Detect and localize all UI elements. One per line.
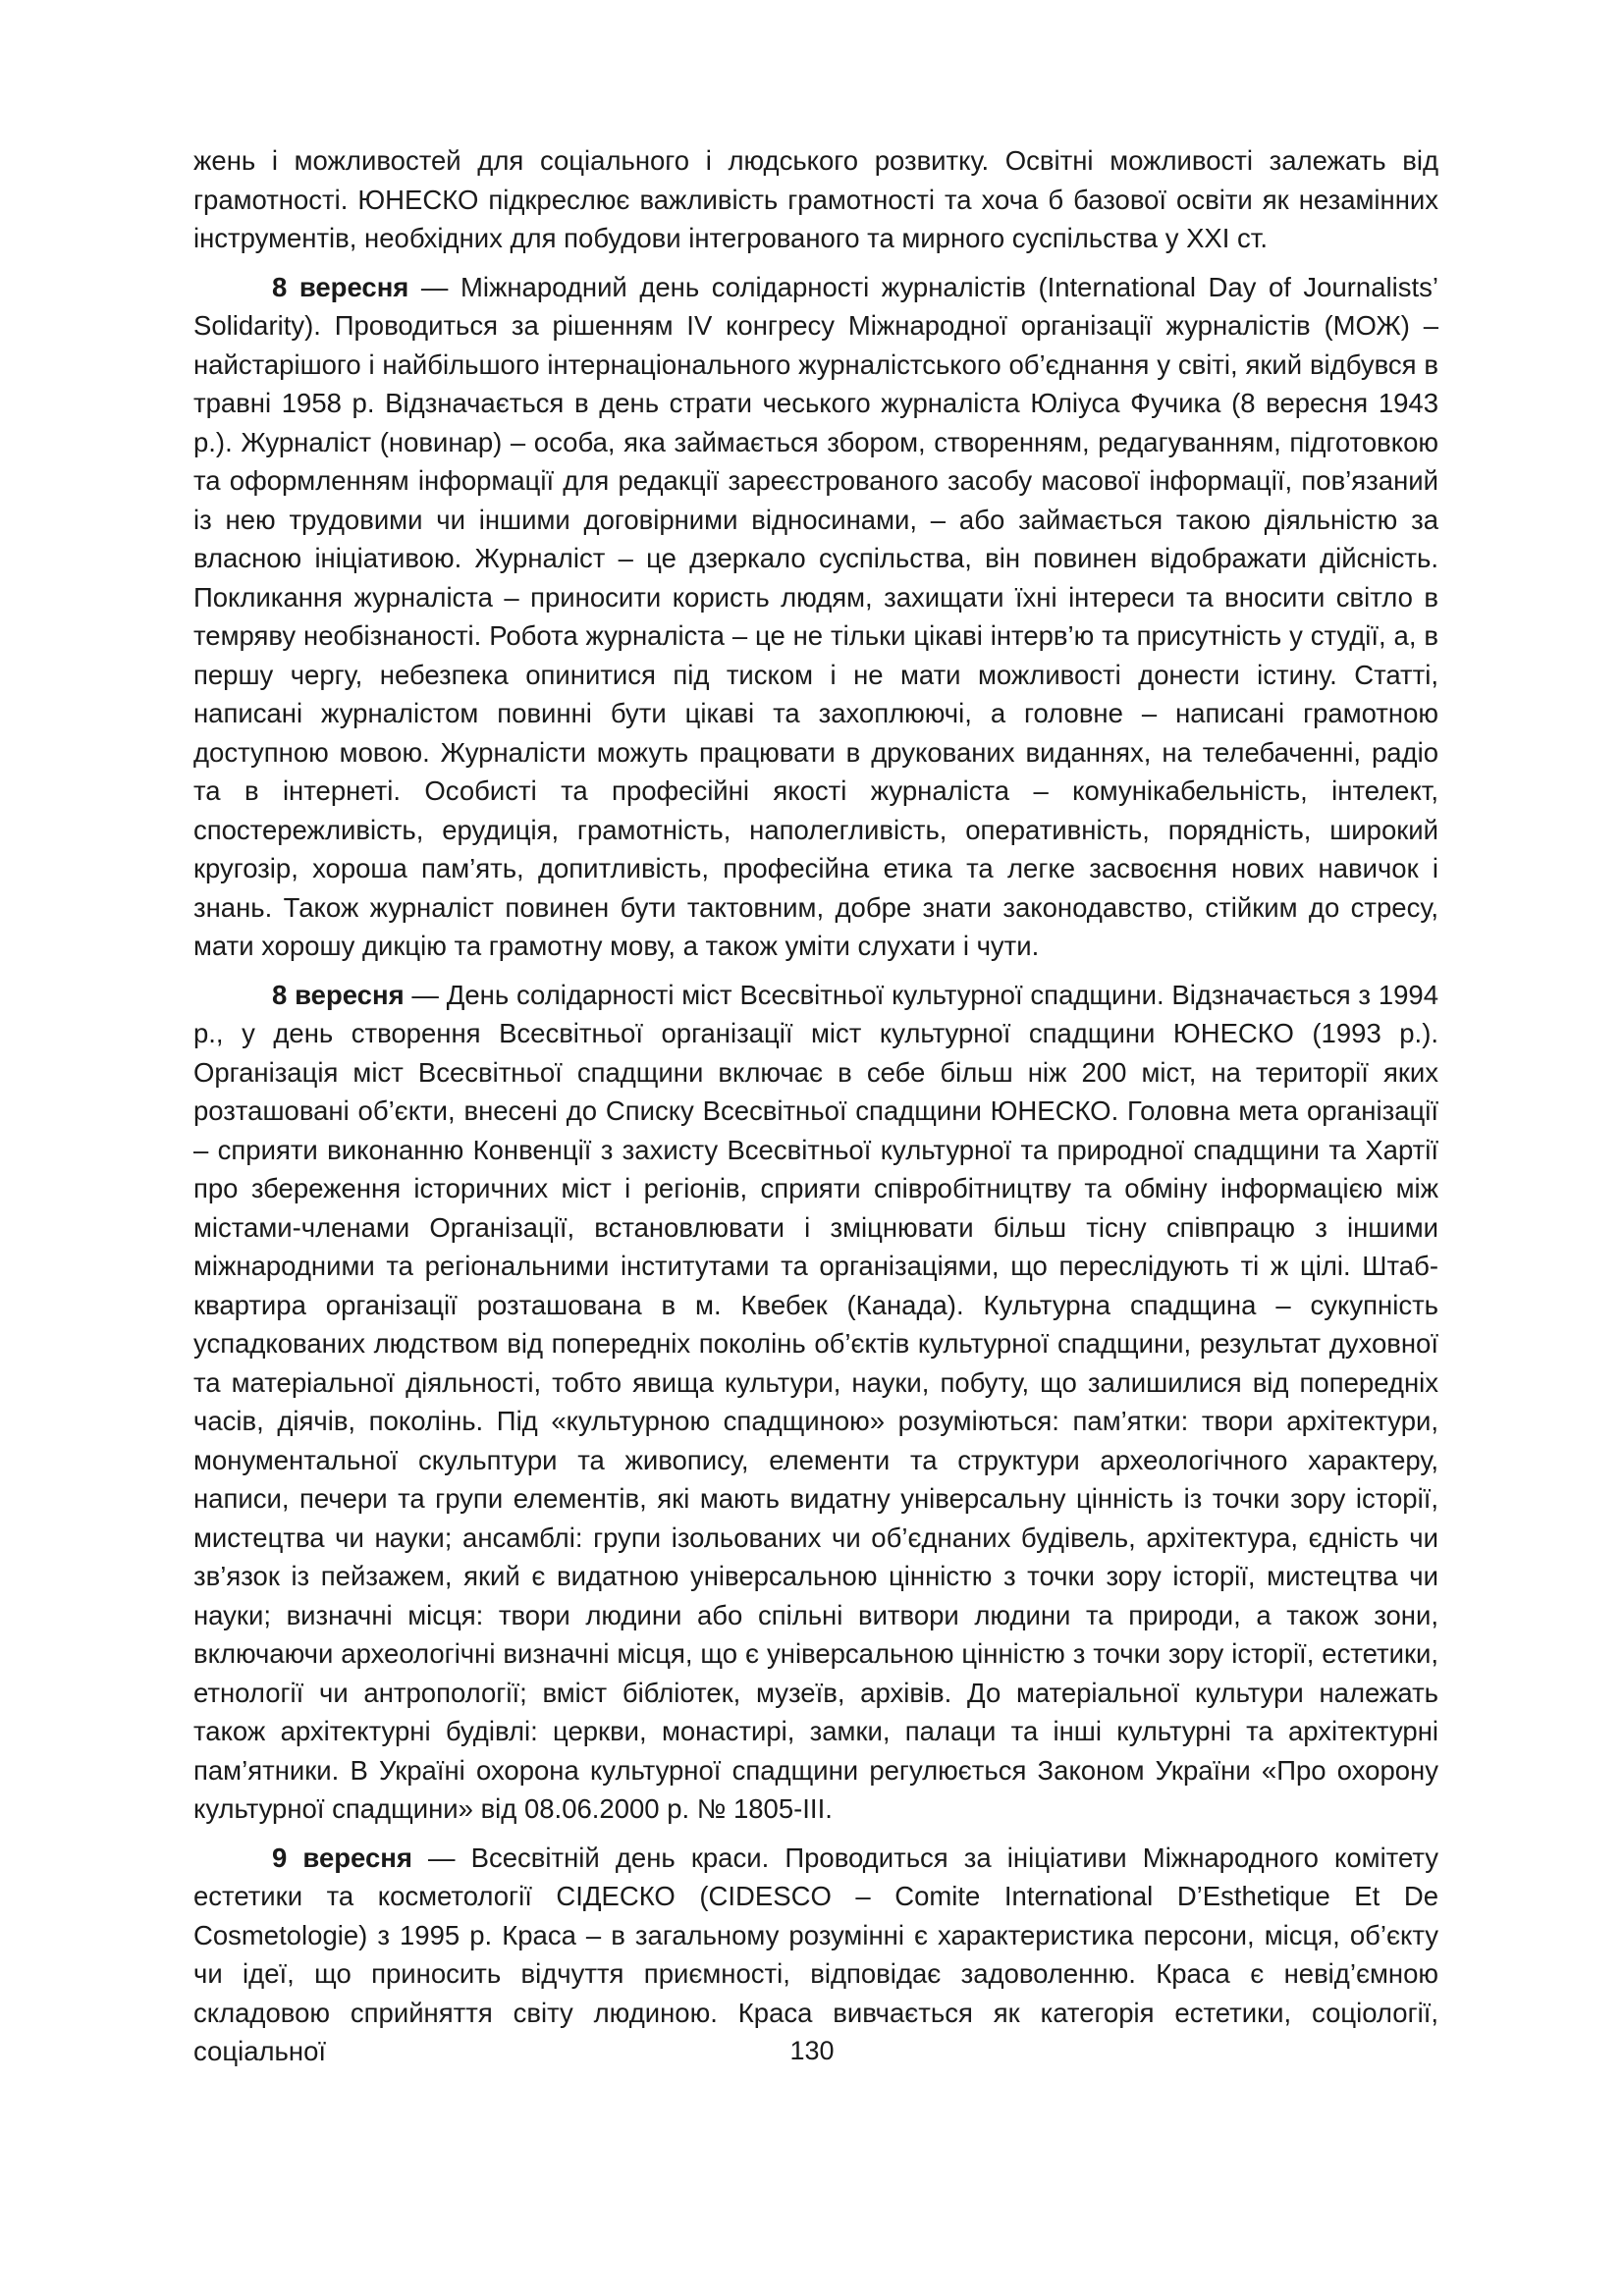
paragraph-4-date: 9 вересня [272,1842,412,1873]
paragraph-3-date: 8 вересня [272,979,405,1010]
paragraph-3-text: — День солідарності міст Всесвітньої культурної спадщини. Відзначається з 1994 р., у день створення Всесвітньої організації міст культурної спадщини ЮНЕСКО (1993 р.). Організація міст Всесвітньої спадщини включає в себе більш ніж 200 міст, на території яких розташовані об’єкти, внесені до Списку Всесвітньої спадщини ЮНЕСКО. Головна мета організації – сприяти виконанню Конвенції з захисту Всесвітньої культурної та природної спадщини та Хартії про збереження історичних міст і регіонів, сприяти співробітництву та обміну інформацією між містами-членами Організації, встановлювати і зміцнювати більш тісну співпрацю з іншими міжнародними та регіональними інститутами та організаціями, що переслідують ті ж цілі. Штаб-квартира організації розташована в м. Квебек (Канада). Культурна спадщина – сукупність успадкованих людством від попередніх поколінь об’єктів культурної спадщини, результат духовної та матеріальної діяльності, тобто явища культури, науки, побуту, що залишилися від попередніх часів, діячів, поколінь. Під «культурною спадщиною» розуміються: пам’ятки: твори архітектури, монументальної скульптури та живопису, елементи та структури археологічного характеру, написи, печери та групи елементів, які мають видатну універсальну цінність із точки зору історії, мистецтва чи науки; ансамблі: групи ізольованих чи об’єднаних будівель, архітектура, єдність чи зв’язок із пейзажем, який є видатною універсальною цінністю з точки зору історії, мистецтва чи науки; визначні місця: твори людини або спільні витвори людини та природи, а також зони, включаючи археологічні визначні місця, що є універсальною цінністю з точки зору історії, естетики, етнології чи антропології; вміст бібліотек, музеїв, архівів. До матеріальної культури належать також архітектурні будівлі: церкви, монастирі, замки, палаци та інші культурні та архітектурні пам’ятники. В Україні охорона культурної спадщини регулюється Законом України «Про охорону культурної спадщини» від 08.06.2000 р. № 1805-III. [193,979,1439,1824]
paragraph-1-text: жень і можливостей для соціального і людського розвитку. Освітні можливості залежать від грамотності. ЮНЕСКО підкреслює важливість грамотності та хоча б базової освіти як незамінних інструментів, необхідних для побудови інтегрованого та мирного суспільства у XXI ст. [193,145,1438,253]
page-body [193,141,1438,2081]
paragraph-2 [193,268,1438,966]
paragraph-2-date: 8 вересня [272,271,409,302]
page-number: 130 [789,2036,835,2065]
paragraph-3 [193,976,1438,1829]
paragraph-1 [193,141,1438,258]
paragraph-4-text: — Всесвітній день краси. Проводиться за ініціативи Міжнародного комітету естетики та косметології СІДЕСКО (CIDESCO – Comite International D’Esthetique Et De Cosmetologie) з 1995 р. Краса – в загальному розумінні є характеристика персони, місця, об’єкту чи ідеї, що приносить відчуття приємності, відповідає задоволенню. Краса є невід’ємною складовою сприйняття світу людиною. Краса вивчається як категорія естетики, соціології, соціальної [193,1842,1438,2066]
paragraph-2-text: — Міжнародний день солідарності журналістів (International Day of Journalists’ Solidarity). Проводиться за рішенням IV конгресу Міжнародної організації журналістів (МОЖ) – найстарішого і найбільшого інтернаціонального журналістського об’єднання у світі, який відбувся в травні 1958 р. Відзначається в день страти чеського журналіста Юліуса Фучика (8 вересня 1943 р.). Журналіст (новинар) – особа, яка займається збором, створенням, редагуванням, підготовкою та оформленням інформації для редакції зареєстрованого засобу масової інформації, пов’язаний із нею трудовими чи іншими договірними відносинами, – або займається такою діяльністю за власною ініціативою. Журналіст – це дзеркало суспільства, він повинен відображати дійсність. Покликання журналіста – приносити користь людям, захищати їхні інтереси та вносити світло в темряву необізнаності. Робота журналіста – це не тільки цікаві інтерв’ю та присутність у студії, а, в першу чергу, небезпека опинитися під тиском і не мати можливості донести істину. Статті, написані журналістом повинні бути цікаві та захоплюючі, а головне – написані грамотною доступною мовою. Журналісти можуть працювати в друкованих виданнях, на телебаченні, радіо та в інтернеті. Особисті та професійні якості журналіста – комунікабельність, інтелект, спостережливість, ерудиція, грамотність, наполегливість, оперативність, порядність, широкий кругозір, хороша пам’ять, допитливість, професійна етика та легке засвоєння нових навичок і знань. Також журналіст повинен бути тактовним, добре знати законодавство, стійким до стресу, мати хорошу дикцію та грамотну мову, а також уміти слухати і чути. [193,271,1438,961]
